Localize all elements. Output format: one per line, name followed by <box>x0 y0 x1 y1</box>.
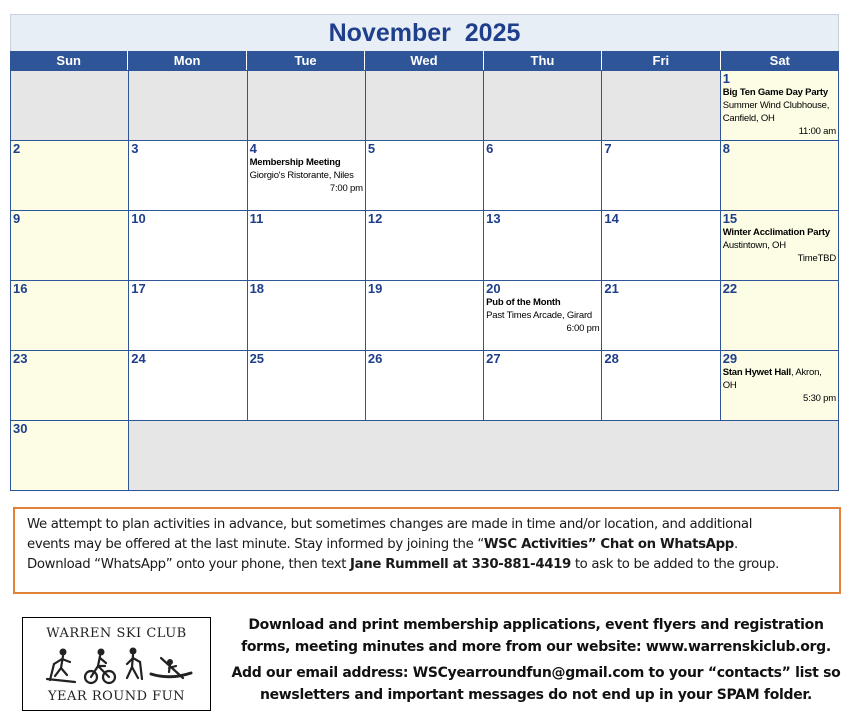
empty-cell <box>484 71 602 141</box>
event-location-city: , Akron, OH <box>722 367 822 391</box>
day-number: 13 <box>486 211 501 226</box>
event-time: 5:30 pm <box>803 393 836 404</box>
day-cell-13[interactable] <box>484 211 602 281</box>
day-number: 18 <box>249 281 265 296</box>
day-cell-2[interactable] <box>11 141 129 211</box>
day-cell-20[interactable] <box>484 281 602 351</box>
day-cell-7[interactable] <box>602 141 720 211</box>
event-time: 6:00 pm <box>566 323 600 334</box>
day-number: 17 <box>131 281 146 296</box>
day-cell-30[interactable] <box>11 421 129 491</box>
day-cell-10[interactable] <box>129 211 247 281</box>
weekday-header <box>10 51 839 70</box>
day-cell-28[interactable] <box>602 351 720 421</box>
day-number: 23 <box>13 351 28 366</box>
calendar-grid <box>10 70 839 491</box>
day-cell-18[interactable] <box>248 281 366 351</box>
day-cell-12[interactable] <box>366 211 484 281</box>
event-title: Pub of the Month <box>486 297 561 308</box>
day-number: 5 <box>367 141 376 156</box>
calendar <box>10 14 839 491</box>
empty-cell <box>248 71 366 141</box>
notice-box <box>13 507 841 594</box>
empty-trailing-cells <box>129 421 839 491</box>
day-cell-5[interactable] <box>366 141 484 211</box>
event-title: Big Ten Game Day Party <box>722 87 828 98</box>
activity-figures-icon <box>45 644 195 690</box>
weekday-fri: Fri <box>602 51 720 70</box>
event-location: Austintown, OH <box>722 240 786 251</box>
day-number: 6 <box>486 141 494 156</box>
event-location <box>723 366 836 392</box>
event-time: 7:00 pm <box>329 183 363 194</box>
day-cell-15[interactable] <box>721 211 839 281</box>
day-number: 24 <box>131 351 146 366</box>
day-cell-29[interactable] <box>721 351 839 421</box>
day-number: 25 <box>249 351 265 366</box>
day-number: 19 <box>367 281 383 296</box>
day-number: 14 <box>604 211 619 226</box>
footer-website-text: Download and print membership applications, event flyers and registration forms, meeting minutes and more from our website: www.warrenskiclub.org. <box>241 617 831 655</box>
day-number: 2 <box>13 141 21 156</box>
day-number: 28 <box>604 351 619 366</box>
footer-email-text: Add our email address: WSCyearroundfun@gmail.com to your “contacts” list so newsletters and important messages do not end up in your SPAM folder. <box>231 665 841 703</box>
day-number: 11 <box>249 211 264 226</box>
empty-cell <box>129 71 247 141</box>
day-cell-16[interactable] <box>11 281 129 351</box>
day-cell-9[interactable] <box>11 211 129 281</box>
day-number: 29 <box>722 351 738 366</box>
event-location: Summer Wind Clubhouse, Canfield, OH <box>722 100 830 124</box>
month-label: November <box>328 18 451 47</box>
notice-line-2 <box>27 535 827 555</box>
day-cell-27[interactable] <box>484 351 602 421</box>
day-number: 20 <box>486 281 501 296</box>
calendar-title <box>10 14 839 51</box>
footer-info <box>228 614 844 706</box>
day-number: 15 <box>722 211 738 226</box>
event-title: Membership Meeting <box>249 157 341 168</box>
notice-text: to ask to be added to the group. <box>570 557 779 572</box>
whatsapp-chat-name: WSC Activities” Chat on WhatsApp <box>483 537 734 552</box>
day-cell-25[interactable] <box>248 351 366 421</box>
day-cell-26[interactable] <box>366 351 484 421</box>
day-number: 16 <box>13 281 28 296</box>
day-cell-22[interactable] <box>721 281 839 351</box>
notice-text: . <box>733 537 738 552</box>
day-number: 26 <box>367 351 383 366</box>
year-label: 2025 <box>464 18 521 47</box>
weekday-thu: Thu <box>484 51 602 70</box>
weekday-wed: Wed <box>365 51 483 70</box>
day-cell-1[interactable] <box>721 71 839 141</box>
day-cell-4[interactable] <box>248 141 366 211</box>
event-title: Winter Acclimation Party <box>722 227 830 238</box>
day-number: 30 <box>13 421 28 436</box>
event-location: Past Times Arcade, Girard <box>486 310 593 321</box>
day-number: 27 <box>486 351 501 366</box>
day-cell-21[interactable] <box>602 281 720 351</box>
day-cell-19[interactable] <box>366 281 484 351</box>
day-number: 9 <box>13 211 21 226</box>
event-time: TimeTBD <box>797 253 836 264</box>
logo-top-text: WARREN SKI CLUB <box>46 626 187 641</box>
day-number: 10 <box>131 211 146 226</box>
contact-phone: Jane Rummell at 330-881-4419 <box>350 557 571 572</box>
event-location-name: Stan Hywet Hall <box>722 367 791 378</box>
day-cell-23[interactable] <box>11 351 129 421</box>
day-number: 1 <box>722 71 730 86</box>
day-cell-24[interactable] <box>129 351 247 421</box>
notice-line-3 <box>27 555 827 575</box>
weekday-sun: Sun <box>10 51 128 70</box>
event-time: 11:00 am <box>798 126 836 137</box>
empty-cell <box>366 71 484 141</box>
logo-bottom-text: YEAR ROUND FUN <box>47 689 186 704</box>
weekday-mon: Mon <box>128 51 246 70</box>
empty-cell <box>11 71 129 141</box>
event-location: Giorgio's Ristorante, Niles <box>249 170 354 181</box>
day-number: 12 <box>367 211 383 226</box>
day-cell-17[interactable] <box>129 281 247 351</box>
weekday-tue: Tue <box>247 51 365 70</box>
day-number: 4 <box>249 141 257 156</box>
day-number: 8 <box>722 141 730 156</box>
club-logo <box>22 617 211 711</box>
day-number: 3 <box>131 141 139 156</box>
notice-line-1: We attempt to plan activities in advance, but sometimes changes are made in time and/or location, and additional <box>27 517 753 532</box>
notice-text: events may be offered at the last minute. Stay informed by joining the “ <box>27 537 484 552</box>
day-cell-8[interactable] <box>721 141 839 211</box>
day-number: 22 <box>722 281 738 296</box>
day-cell-11[interactable] <box>248 211 366 281</box>
day-cell-6[interactable] <box>484 141 602 211</box>
empty-cell <box>602 71 720 141</box>
notice-text: Download “WhatsApp” onto your phone, then text <box>27 557 350 572</box>
day-cell-3[interactable] <box>129 141 247 211</box>
day-number: 21 <box>604 281 619 296</box>
day-cell-14[interactable] <box>602 211 720 281</box>
weekday-sat: Sat <box>769 53 790 68</box>
day-number: 7 <box>604 141 612 156</box>
